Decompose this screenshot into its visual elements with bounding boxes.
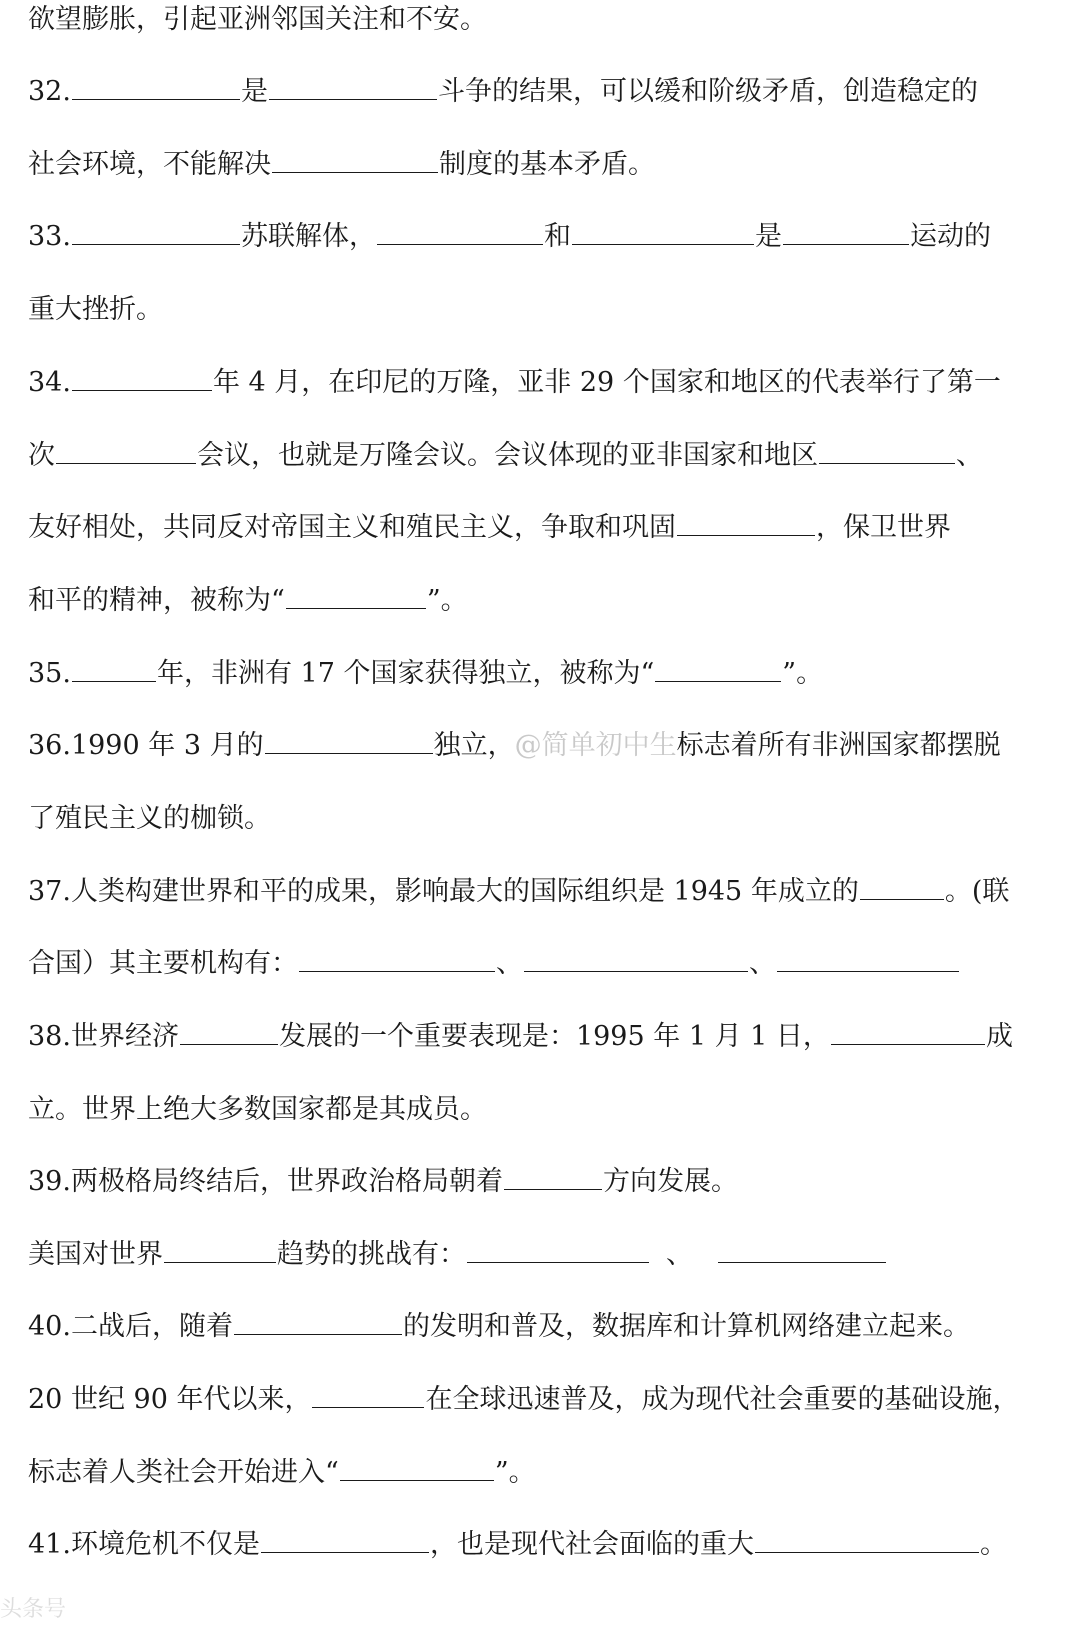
answer-blank[interactable] [783, 217, 909, 245]
text-segment: 美国对世界 [28, 1239, 163, 1270]
footer-logo-watermark [0, 1590, 140, 1630]
answer-blank[interactable] [72, 654, 156, 682]
answer-blank[interactable] [819, 436, 955, 464]
answer-blank[interactable] [504, 1162, 602, 1190]
answer-blank[interactable] [234, 1307, 402, 1335]
answer-blank[interactable] [72, 363, 212, 391]
text-segment: 运动的 [909, 221, 991, 252]
text-segment: 成 [985, 1021, 1013, 1052]
question-33-line-1 [28, 217, 991, 257]
text-segment: 次 [28, 440, 55, 471]
answer-blank[interactable] [777, 944, 959, 972]
text-segment: 、 [666, 1239, 693, 1270]
question-number: 38.世界经济 [28, 1021, 179, 1052]
watermark-text: @简单初中生 [514, 730, 677, 761]
answer-blank[interactable] [572, 217, 754, 245]
answer-blank[interactable] [72, 217, 240, 245]
text-segment: 苏联解体， [240, 221, 376, 252]
answer-blank[interactable] [524, 944, 748, 972]
answer-blank[interactable] [860, 872, 944, 900]
answer-blank[interactable] [180, 1017, 278, 1045]
answer-blank[interactable] [299, 944, 495, 972]
text-segment: ，保卫世界 [816, 512, 951, 543]
text-segment: 年，非洲有 17 个国家获得独立，被称为“ [156, 658, 655, 689]
text-segment: 发展的一个重要表现是：1995 年 1 月 1 日， [278, 1021, 830, 1052]
question-36-line-2 [28, 799, 271, 839]
text-segment: 。 [979, 1529, 1007, 1560]
text-segment: 独立， [433, 730, 515, 761]
answer-blank[interactable] [677, 508, 815, 536]
text-segment: 标志着所有非洲国家都摆脱 [676, 730, 1001, 761]
answer-blank[interactable] [265, 726, 433, 754]
text-segment: 。(联 [944, 876, 1010, 907]
text-segment: 欲望膨胀，引起亚洲邻国关注和不安。 [28, 4, 487, 35]
text-segment: ”。 [494, 1457, 536, 1488]
text-segment: 方向发展。 [602, 1166, 738, 1197]
text-segment: 友好相处，共同反对帝国主义和殖民主义，争取和巩固 [28, 512, 676, 543]
question-34-line-4 [28, 581, 468, 621]
question-34-line-3 [28, 508, 951, 548]
footer-logo-text: 头条号 [0, 1597, 67, 1622]
question-number: 40.二战后，随着 [28, 1311, 233, 1342]
text-segment: ，也是现代社会面临的重大 [429, 1529, 754, 1560]
question-41-line-1 [28, 1525, 1007, 1565]
question-34-line-2 [28, 436, 983, 476]
text-segment: 、 [496, 948, 523, 979]
question-33-line-2 [28, 290, 163, 330]
question-37-line-2 [28, 944, 960, 984]
text-segment: 标志着人类社会开始进入“ [28, 1457, 339, 1488]
answer-blank[interactable] [377, 217, 543, 245]
question-number: 32. [28, 76, 71, 107]
question-number: 33. [28, 221, 71, 252]
text-segment: 会议，也就是万隆会议。会议体现的亚非国家和地区 [197, 440, 818, 471]
text-segment: 立。世界上绝大多数国家都是其成员。 [28, 1094, 487, 1125]
answer-blank[interactable] [655, 654, 781, 682]
answer-blank[interactable] [56, 436, 196, 464]
text-segment: 是 [240, 76, 268, 107]
text-segment: 和 [543, 221, 571, 252]
answer-blank[interactable] [755, 1525, 979, 1553]
question-34-line-1 [28, 363, 1001, 403]
answer-blank[interactable] [340, 1453, 494, 1481]
text-segment: 20 世纪 90 年代以来， [28, 1384, 312, 1415]
text-segment: 社会环境，不能解决 [28, 149, 271, 180]
text-segment: 斗争的结果，可以缓和阶级矛盾，创造稳定的 [437, 76, 978, 107]
answer-blank[interactable] [312, 1380, 424, 1408]
question-32-line-1 [28, 72, 978, 112]
question-38-line-2 [28, 1090, 487, 1130]
question-number: 36.1990 年 3 月的 [28, 730, 264, 761]
question-40-line-2 [28, 1380, 1019, 1420]
question-39-line-1 [28, 1162, 738, 1202]
question-39-line-2 [28, 1235, 887, 1275]
text-segment: 重大挫折。 [28, 294, 163, 325]
answer-blank[interactable] [718, 1235, 886, 1263]
text-segment: 是 [754, 221, 782, 252]
answer-blank[interactable] [286, 581, 426, 609]
answer-blank[interactable] [164, 1235, 276, 1263]
text-segment: 、 [749, 948, 776, 979]
text-segment: 年 4 月，在印尼的万隆，亚非 29 个国家和地区的代表举行了第一 [212, 367, 1001, 398]
text-segment: 的发明和普及，数据库和计算机网络建立起来。 [402, 1311, 970, 1342]
text-segment: ”。 [782, 658, 824, 689]
question-40-line-3 [28, 1453, 536, 1493]
text-segment: 了殖民主义的枷锁。 [28, 803, 271, 834]
question-32-line-2 [28, 145, 655, 185]
answer-blank[interactable] [831, 1017, 985, 1045]
text-segment: 在全球迅速普及，成为现代社会重要的基础设施， [425, 1384, 1020, 1415]
question-37-line-1 [28, 872, 1009, 912]
question-number: 39.两极格局终结后，世界政治格局朝着 [28, 1166, 503, 1197]
text-segment: 合国）其主要机构有： [28, 948, 298, 979]
answer-blank[interactable] [72, 72, 240, 100]
question-number: 34. [28, 367, 71, 398]
question-40-line-1 [28, 1307, 970, 1347]
text-segment: 和平的精神，被称为“ [28, 585, 285, 616]
answer-blank[interactable] [467, 1235, 649, 1263]
text-line-31-tail [28, 0, 487, 40]
text-segment: 、 [956, 440, 983, 471]
answer-blank[interactable] [269, 72, 437, 100]
question-36-line-1 [28, 726, 1001, 766]
question-number: 35. [28, 658, 71, 689]
text-segment: 趋势的挑战有： [277, 1239, 466, 1270]
answer-blank[interactable] [261, 1525, 429, 1553]
question-35-line-1 [28, 654, 823, 694]
question-number: 41.环境危机不仅是 [28, 1529, 260, 1560]
text-segment: 制度的基本矛盾。 [439, 149, 655, 180]
text-segment: ”。 [426, 585, 468, 616]
answer-blank[interactable] [272, 145, 438, 173]
question-number: 37.人类构建世界和平的成果，影响最大的国际组织是 1945 年成立的 [28, 876, 859, 907]
question-38-line-1 [28, 1017, 1013, 1057]
